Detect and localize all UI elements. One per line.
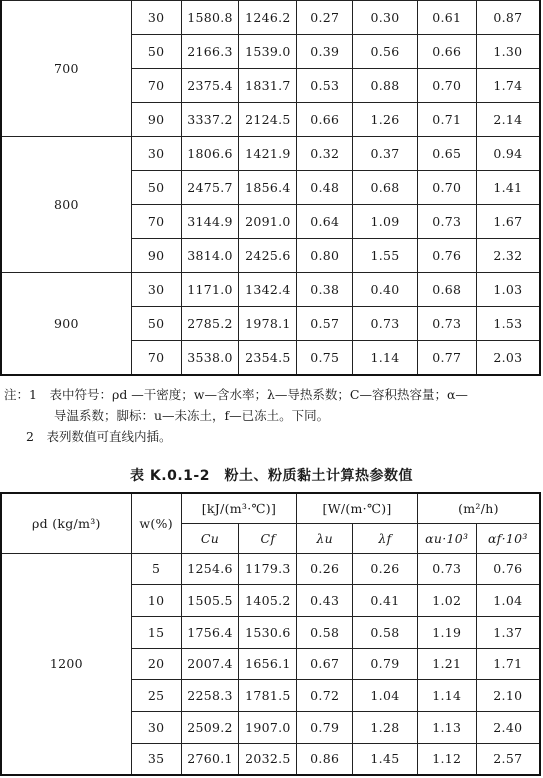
data-cell: 2.03 bbox=[476, 341, 540, 375]
data-cell: 15 bbox=[131, 616, 181, 648]
data-cell: 1171.0 bbox=[181, 273, 239, 307]
data-cell: 0.41 bbox=[353, 585, 418, 617]
note-2: 2 表列数值可直线内插。 bbox=[26, 429, 172, 444]
data-cell: 90 bbox=[131, 239, 181, 273]
data-cell: 0.48 bbox=[297, 171, 353, 205]
data-cell: 0.30 bbox=[353, 1, 418, 35]
data-cell: 3814.0 bbox=[181, 239, 239, 273]
data-cell: 50 bbox=[131, 307, 181, 341]
data-cell: 2785.2 bbox=[181, 307, 239, 341]
data-cell: 0.79 bbox=[353, 648, 418, 680]
data-cell: 90 bbox=[131, 103, 181, 137]
data-cell: 1.45 bbox=[353, 743, 418, 775]
data-cell: 5 bbox=[131, 553, 181, 585]
data-cell: 1246.2 bbox=[239, 1, 297, 35]
data-cell: 1.14 bbox=[417, 680, 476, 712]
header-au: αu·10³ bbox=[417, 523, 476, 553]
header-lu: λu bbox=[297, 523, 353, 553]
data-cell: 0.65 bbox=[417, 137, 476, 171]
data-cell: 1.13 bbox=[417, 711, 476, 743]
table-row bbox=[1, 137, 540, 171]
data-cell: 1.04 bbox=[476, 585, 540, 617]
data-cell: 0.86 bbox=[297, 743, 353, 775]
data-cell: 0.57 bbox=[297, 307, 353, 341]
table-notes bbox=[4, 384, 540, 447]
data-cell: 1530.6 bbox=[239, 616, 297, 648]
data-cell: 0.27 bbox=[297, 1, 353, 35]
density-cell: 900 bbox=[1, 273, 131, 375]
data-cell: 1.14 bbox=[353, 341, 418, 375]
data-cell: 0.76 bbox=[417, 239, 476, 273]
data-cell: 3337.2 bbox=[181, 103, 239, 137]
data-cell: 2509.2 bbox=[181, 711, 239, 743]
data-cell: 1179.3 bbox=[239, 553, 297, 585]
data-cell: 1580.8 bbox=[181, 1, 239, 35]
table-row bbox=[1, 273, 540, 307]
data-cell: 2425.6 bbox=[239, 239, 297, 273]
data-cell: 1.74 bbox=[476, 69, 540, 103]
data-cell: 1.67 bbox=[476, 205, 540, 239]
thermal-table-silt bbox=[0, 492, 541, 776]
data-cell: 0.73 bbox=[417, 307, 476, 341]
data-cell: 50 bbox=[131, 35, 181, 69]
data-cell: 2760.1 bbox=[181, 743, 239, 775]
data-cell: 2.10 bbox=[476, 680, 540, 712]
data-cell: 0.73 bbox=[417, 205, 476, 239]
data-cell: 0.68 bbox=[417, 273, 476, 307]
data-cell: 1.37 bbox=[476, 616, 540, 648]
data-cell: 1756.4 bbox=[181, 616, 239, 648]
data-cell: 1.19 bbox=[417, 616, 476, 648]
data-cell: 30 bbox=[131, 1, 181, 35]
data-cell: 1806.6 bbox=[181, 137, 239, 171]
data-cell: 2124.5 bbox=[239, 103, 297, 137]
data-cell: 0.76 bbox=[476, 553, 540, 585]
data-cell: 2375.4 bbox=[181, 69, 239, 103]
data-cell: 0.32 bbox=[297, 137, 353, 171]
data-cell: 0.94 bbox=[476, 137, 540, 171]
data-cell: 0.43 bbox=[297, 585, 353, 617]
density-cell: 1200 bbox=[1, 553, 131, 775]
data-cell: 0.39 bbox=[297, 35, 353, 69]
data-cell: 0.72 bbox=[297, 680, 353, 712]
data-cell: 0.26 bbox=[353, 553, 418, 585]
data-cell: 0.88 bbox=[353, 69, 418, 103]
data-cell: 0.38 bbox=[297, 273, 353, 307]
data-cell: 0.67 bbox=[297, 648, 353, 680]
data-cell: 2.57 bbox=[476, 743, 540, 775]
data-cell: 1.30 bbox=[476, 35, 540, 69]
data-cell: 0.79 bbox=[297, 711, 353, 743]
header-unit-heat-capacity: [kJ/(m³·℃)] bbox=[181, 493, 297, 523]
data-cell: 1.71 bbox=[476, 648, 540, 680]
data-cell: 70 bbox=[131, 69, 181, 103]
data-cell: 2.14 bbox=[476, 103, 540, 137]
data-cell: 0.73 bbox=[417, 553, 476, 585]
data-cell: 0.56 bbox=[353, 35, 418, 69]
thermal-table-part1 bbox=[0, 0, 541, 376]
data-cell: 2091.0 bbox=[239, 205, 297, 239]
data-cell: 0.40 bbox=[353, 273, 418, 307]
header-af: αf·10³ bbox=[476, 523, 540, 553]
data-cell: 0.37 bbox=[353, 137, 418, 171]
data-cell: 1.55 bbox=[353, 239, 418, 273]
data-cell: 1421.9 bbox=[239, 137, 297, 171]
header-cf: Cf bbox=[239, 523, 297, 553]
data-cell: 1907.0 bbox=[239, 711, 297, 743]
data-cell: 70 bbox=[131, 341, 181, 375]
data-cell: 1978.1 bbox=[239, 307, 297, 341]
data-cell: 0.80 bbox=[297, 239, 353, 273]
data-cell: 1.53 bbox=[476, 307, 540, 341]
data-cell: 2.40 bbox=[476, 711, 540, 743]
data-cell: 0.77 bbox=[417, 341, 476, 375]
data-cell: 1405.2 bbox=[239, 585, 297, 617]
data-cell: 2007.4 bbox=[181, 648, 239, 680]
data-cell: 1.21 bbox=[417, 648, 476, 680]
data-cell: 2475.7 bbox=[181, 171, 239, 205]
data-cell: 0.64 bbox=[297, 205, 353, 239]
data-cell: 0.68 bbox=[353, 171, 418, 205]
data-cell: 1781.5 bbox=[239, 680, 297, 712]
data-cell: 1.12 bbox=[417, 743, 476, 775]
data-cell: 1342.4 bbox=[239, 273, 297, 307]
density-cell: 700 bbox=[1, 1, 131, 137]
data-cell: 1856.4 bbox=[239, 171, 297, 205]
data-cell: 1.28 bbox=[353, 711, 418, 743]
data-cell: 25 bbox=[131, 680, 181, 712]
data-cell: 0.70 bbox=[417, 69, 476, 103]
data-cell: 30 bbox=[131, 273, 181, 307]
note-1: 注：1 表中符号：ρd —干密度；w—含水率；λ—导热系数；C—容积热容量；α— bbox=[4, 387, 468, 402]
data-cell: 0.73 bbox=[353, 307, 418, 341]
data-cell: 0.58 bbox=[353, 616, 418, 648]
data-cell: 1.02 bbox=[417, 585, 476, 617]
data-cell: 1254.6 bbox=[181, 553, 239, 585]
data-cell: 0.53 bbox=[297, 69, 353, 103]
data-cell: 2354.5 bbox=[239, 341, 297, 375]
data-cell: 2258.3 bbox=[181, 680, 239, 712]
data-cell: 1656.1 bbox=[239, 648, 297, 680]
table-row bbox=[1, 1, 540, 35]
data-cell: 0.61 bbox=[417, 1, 476, 35]
data-cell: 1539.0 bbox=[239, 35, 297, 69]
data-cell: 1.03 bbox=[476, 273, 540, 307]
data-cell: 1.04 bbox=[353, 680, 418, 712]
data-cell: 3144.9 bbox=[181, 205, 239, 239]
data-cell: 1.09 bbox=[353, 205, 418, 239]
note-1-cont: 导温系数；脚标：u—未冻土，f—已冻土。下同。 bbox=[54, 408, 330, 423]
table-row bbox=[1, 553, 540, 585]
data-cell: 20 bbox=[131, 648, 181, 680]
data-cell: 2166.3 bbox=[181, 35, 239, 69]
data-cell: 10 bbox=[131, 585, 181, 617]
data-cell: 0.75 bbox=[297, 341, 353, 375]
density-cell: 800 bbox=[1, 137, 131, 273]
data-cell: 0.66 bbox=[417, 35, 476, 69]
data-cell: 0.87 bbox=[476, 1, 540, 35]
data-cell: 1.41 bbox=[476, 171, 540, 205]
data-cell: 0.66 bbox=[297, 103, 353, 137]
data-cell: 0.26 bbox=[297, 553, 353, 585]
header-unit-diffusivity: (m²/h) bbox=[417, 493, 540, 523]
data-cell: 1505.5 bbox=[181, 585, 239, 617]
data-cell: 30 bbox=[131, 137, 181, 171]
header-moisture: w(%) bbox=[131, 493, 181, 553]
data-cell: 3538.0 bbox=[181, 341, 239, 375]
data-cell: 50 bbox=[131, 171, 181, 205]
header-lf: λf bbox=[353, 523, 418, 553]
data-cell: 0.58 bbox=[297, 616, 353, 648]
header-density: ρd (kg/m³) bbox=[1, 493, 131, 553]
header-unit-conductivity: [W/(m·℃)] bbox=[297, 493, 418, 523]
data-cell: 1.26 bbox=[353, 103, 418, 137]
data-cell: 0.71 bbox=[417, 103, 476, 137]
data-cell: 35 bbox=[131, 743, 181, 775]
data-cell: 2032.5 bbox=[239, 743, 297, 775]
table-title: 表 K.0.1-2 粉土、粉质黏土计算热参数值 bbox=[130, 468, 413, 484]
header-cu: Cu bbox=[181, 523, 239, 553]
data-cell: 30 bbox=[131, 711, 181, 743]
data-cell: 70 bbox=[131, 205, 181, 239]
data-cell: 2.32 bbox=[476, 239, 540, 273]
data-cell: 1831.7 bbox=[239, 69, 297, 103]
data-cell: 0.70 bbox=[417, 171, 476, 205]
